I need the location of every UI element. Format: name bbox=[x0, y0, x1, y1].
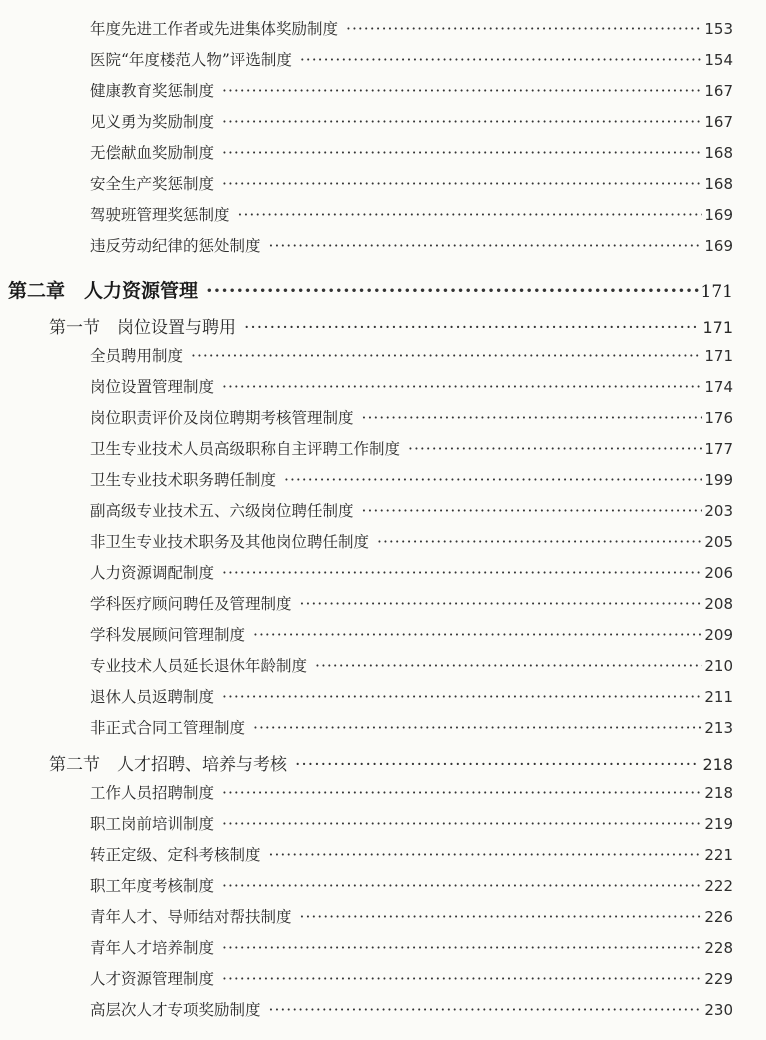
page-number: 154 bbox=[704, 51, 733, 69]
entry-title: 违反劳动纪律的惩处制度 bbox=[90, 237, 261, 255]
toc-entry bbox=[90, 716, 733, 746]
toc-entry bbox=[90, 406, 733, 436]
entry-title: 青年人才培养制度 bbox=[90, 939, 215, 957]
entry-title: 第一节 岗位设置与聘用 bbox=[49, 318, 236, 338]
dot-leader bbox=[362, 502, 703, 520]
page-number: 228 bbox=[704, 939, 733, 957]
page-number: 226 bbox=[704, 908, 733, 926]
entry-title: 职工年度考核制度 bbox=[90, 877, 215, 895]
dot-leader bbox=[222, 175, 702, 193]
toc-entry bbox=[90, 468, 733, 498]
toc-entry bbox=[90, 654, 733, 684]
entry-title: 岗位职责评价及岗位聘期考核管理制度 bbox=[90, 409, 354, 427]
entry-title: 非卫生专业技术职务及其他岗位聘任制度 bbox=[90, 533, 370, 551]
entry-title: 全员聘用制度 bbox=[90, 347, 184, 365]
dot-leader bbox=[222, 82, 702, 100]
dot-leader bbox=[269, 237, 703, 255]
entry-title: 年度先进工作者或先进集体奖励制度 bbox=[90, 20, 339, 38]
dot-leader bbox=[300, 51, 703, 69]
page-number: 167 bbox=[704, 113, 733, 131]
toc-entry bbox=[90, 812, 733, 842]
dot-leader bbox=[206, 280, 699, 302]
page-number: 169 bbox=[704, 206, 733, 224]
dot-leader bbox=[315, 657, 702, 675]
entry-title: 学科发展顾问管理制度 bbox=[90, 626, 246, 644]
page-number: 208 bbox=[704, 595, 733, 613]
page-number: 219 bbox=[704, 815, 733, 833]
entry-title: 第二节 人才招聘、培养与考核 bbox=[49, 755, 287, 775]
section-heading bbox=[49, 750, 733, 780]
dot-leader bbox=[238, 206, 703, 224]
entry-title: 专业技术人员延长退休年龄制度 bbox=[90, 657, 308, 675]
entry-title: 人才资源管理制度 bbox=[90, 970, 215, 988]
toc-entry bbox=[90, 561, 733, 591]
entry-title: 健康教育奖惩制度 bbox=[90, 82, 215, 100]
toc-entry bbox=[90, 967, 733, 997]
page-number: 222 bbox=[704, 877, 733, 895]
dot-leader bbox=[300, 908, 703, 926]
entry-title: 职工岗前培训制度 bbox=[90, 815, 215, 833]
dot-leader bbox=[222, 784, 702, 802]
dot-leader bbox=[284, 471, 702, 489]
entry-title: 见义勇为奖励制度 bbox=[90, 113, 215, 131]
dot-leader bbox=[408, 440, 702, 458]
toc-entry bbox=[90, 936, 733, 966]
toc-entry bbox=[90, 203, 733, 233]
page-number: 206 bbox=[704, 564, 733, 582]
entry-title: 无偿献血奖励制度 bbox=[90, 144, 215, 162]
dot-leader bbox=[377, 533, 702, 551]
toc-entry bbox=[90, 843, 733, 873]
dot-leader bbox=[222, 378, 702, 396]
toc-entry bbox=[90, 592, 733, 622]
dot-leader bbox=[269, 1001, 703, 1019]
page-number: 167 bbox=[704, 82, 733, 100]
section-heading bbox=[49, 313, 733, 343]
page-number: 171 bbox=[704, 347, 733, 365]
toc-entry bbox=[90, 685, 733, 715]
entry-title: 第二章 人力资源管理 bbox=[8, 280, 199, 302]
dot-leader bbox=[300, 595, 703, 613]
toc-entry bbox=[90, 499, 733, 529]
toc-entry bbox=[90, 998, 733, 1028]
toc-entry bbox=[90, 48, 733, 78]
toc-entry bbox=[90, 172, 733, 202]
dot-leader bbox=[244, 318, 700, 338]
entry-title: 转正定级、定科考核制度 bbox=[90, 846, 261, 864]
toc-entry bbox=[90, 375, 733, 405]
page-number: 205 bbox=[704, 533, 733, 551]
page-number: 218 bbox=[702, 755, 733, 774]
toc-entry bbox=[90, 905, 733, 935]
dot-leader bbox=[222, 970, 702, 988]
page-number: 209 bbox=[704, 626, 733, 644]
dot-leader bbox=[222, 877, 702, 895]
page-number: 211 bbox=[704, 688, 733, 706]
page-number: 168 bbox=[704, 175, 733, 193]
page-number: 169 bbox=[704, 237, 733, 255]
toc-entry bbox=[90, 530, 733, 560]
dot-leader bbox=[222, 564, 702, 582]
toc-entry bbox=[90, 17, 733, 47]
page-number: 177 bbox=[704, 440, 733, 458]
entry-title: 青年人才、导师结对帮扶制度 bbox=[90, 908, 292, 926]
dot-leader bbox=[269, 846, 703, 864]
entry-title: 工作人员招聘制度 bbox=[90, 784, 215, 802]
entry-title: 非正式合同工管理制度 bbox=[90, 719, 246, 737]
page-number: 168 bbox=[704, 144, 733, 162]
page-number: 174 bbox=[704, 378, 733, 396]
page-number: 171 bbox=[700, 282, 733, 302]
entry-title: 高层次人才专项奖励制度 bbox=[90, 1001, 261, 1019]
entry-title: 人力资源调配制度 bbox=[90, 564, 215, 582]
dot-leader bbox=[222, 144, 702, 162]
page-number: 218 bbox=[704, 784, 733, 802]
entry-title: 安全生产奖惩制度 bbox=[90, 175, 215, 193]
page-number: 229 bbox=[704, 970, 733, 988]
dot-leader bbox=[222, 815, 702, 833]
toc-entry bbox=[90, 234, 733, 264]
page-number: 210 bbox=[704, 657, 733, 675]
entry-title: 退休人员返聘制度 bbox=[90, 688, 215, 706]
toc-entry bbox=[90, 141, 733, 171]
entry-title: 卫生专业技术人员高级职称自主评聘工作制度 bbox=[90, 440, 401, 458]
toc-entry bbox=[90, 437, 733, 467]
entry-title: 驾驶班管理奖惩制度 bbox=[90, 206, 230, 224]
entry-title: 副高级专业技术五、六级岗位聘任制度 bbox=[90, 502, 354, 520]
dot-leader bbox=[253, 626, 702, 644]
toc-entry bbox=[90, 110, 733, 140]
dot-leader bbox=[362, 409, 703, 427]
entry-title: 卫生专业技术职务聘任制度 bbox=[90, 471, 277, 489]
dot-leader bbox=[191, 347, 702, 365]
page-number: 153 bbox=[704, 20, 733, 38]
page-number: 176 bbox=[704, 409, 733, 427]
page-number: 230 bbox=[704, 1001, 733, 1019]
dot-leader bbox=[222, 688, 702, 706]
dot-leader bbox=[222, 113, 702, 131]
dot-leader bbox=[295, 755, 700, 775]
entry-title: 岗位设置管理制度 bbox=[90, 378, 215, 396]
page-number: 221 bbox=[704, 846, 733, 864]
dot-leader bbox=[253, 719, 702, 737]
toc-entry bbox=[90, 874, 733, 904]
entry-title: 学科医疗顾问聘任及管理制度 bbox=[90, 595, 292, 613]
page-number: 213 bbox=[704, 719, 733, 737]
dot-leader bbox=[346, 20, 702, 38]
toc-entry bbox=[90, 344, 733, 374]
entry-title: 医院“年度楼范人物”评选制度 bbox=[90, 51, 292, 69]
toc-entry bbox=[90, 781, 733, 811]
toc-entry bbox=[90, 79, 733, 109]
chapter-heading bbox=[8, 276, 733, 306]
toc-entry bbox=[90, 623, 733, 653]
page-number: 171 bbox=[702, 318, 733, 337]
page-number: 199 bbox=[704, 471, 733, 489]
page-number: 203 bbox=[704, 502, 733, 520]
dot-leader bbox=[222, 939, 702, 957]
